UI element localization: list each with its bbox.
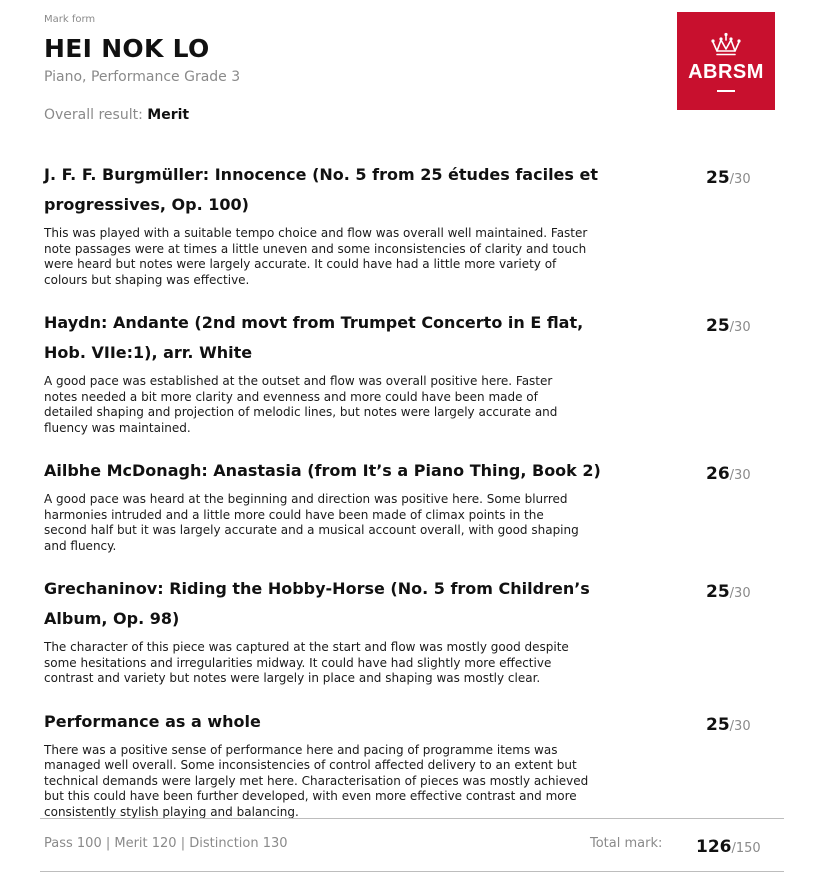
logo-rule <box>717 90 735 92</box>
form-label: Mark form <box>44 14 96 25</box>
item-mark <box>706 315 751 339</box>
mark-item-piece-2 <box>44 308 784 436</box>
mark-footer <box>44 835 784 859</box>
total-mark-value: 126 <box>696 837 732 857</box>
mark-item-piece-1 <box>44 160 784 288</box>
overall-result-value: Merit <box>147 107 190 123</box>
footer-divider-top <box>40 818 784 819</box>
item-mark-value: 26 <box>706 464 730 484</box>
total-mark <box>696 836 761 860</box>
mark-items <box>44 160 784 840</box>
item-mark-value: 25 <box>706 168 730 188</box>
item-mark-value: 25 <box>706 316 730 336</box>
mark-item-piece-4 <box>44 574 784 687</box>
item-mark-value: 25 <box>706 582 730 602</box>
mark-form-header <box>44 14 604 124</box>
mark-item-piece-3 <box>44 456 784 554</box>
item-title: Ailbhe McDonagh: Anastasia (from It’s a Piano Thing, Book 2) <box>44 461 601 480</box>
item-mark-max: /30 <box>729 468 751 483</box>
item-title: Haydn: Andante (2nd movt from Trumpet Concerto in E flat, Hob. VIIe:1), arr. White <box>44 313 584 362</box>
total-mark-max: /150 <box>731 841 761 856</box>
overall-result-label: Overall result: <box>44 107 143 123</box>
item-comment: A good pace was established at the outset and flow was overall positive here. Faster notes needed a bit more clarity and evenness and more could have been made of detailed shaping and projection of melodic lines, but notes were largely accurate and fluency was maintained. <box>44 374 558 435</box>
item-comment: The character of this piece was captured at the start and flow was mostly good despite some hesitations and irregularities midway. It could have had slightly more effective contrast and variety but notes were largely in place and shaping was mostly clear. <box>44 640 569 685</box>
candidate-name: HEI NOK LO <box>44 34 210 63</box>
item-mark-max: /30 <box>729 586 751 601</box>
item-title: J. F. F. Burgmüller: Innocence (No. 5 from 25 études faciles et progressives, Op. 100) <box>44 165 598 214</box>
item-mark-max: /30 <box>729 718 751 734</box>
item-mark-max: /30 <box>729 320 751 335</box>
crown-icon <box>710 32 742 58</box>
total-mark-label: Total mark: <box>590 836 663 851</box>
item-title: Grechaninov: Riding the Hobby-Horse (No. 5 from Children’s Album, Op. 98) <box>44 579 590 628</box>
logo-text: ABRSM <box>688 61 764 83</box>
item-comment: There was a positive sense of performance here and pacing of programme items was managed well overall. Some inconsistencies of control affected delivery to an extent but technical demands were largely met here. Characterisation of pieces was mostly achieved but this could have been further developed, with even more effective contrast and more consistently stylish playing and balancing. <box>44 742 589 819</box>
item-comment: This was played with a suitable tempo choice and flow was overall well maintained. Faster note passages were at times a little uneven and some inconsistencies of clarity and touch were heard but notes were largely accurate. It could have had a little more variety of colours but shaping was effective. <box>44 226 588 287</box>
overall-result <box>44 106 604 124</box>
mark-item-performance <box>44 707 784 821</box>
footer-divider-bottom <box>40 871 784 872</box>
item-mark <box>706 581 751 605</box>
item-mark <box>706 463 751 487</box>
item-comment: A good pace was heard at the beginning and direction was positive here. Some blurred harmonies intruded and a little more could have been made of climax points in the second half but it was largely accurate and a musical account overall, with good shaping and fluency. <box>44 492 579 553</box>
item-title: Performance as a whole <box>44 711 261 731</box>
abrsm-logo <box>677 12 775 110</box>
item-mark <box>706 167 751 191</box>
exam-subject: Piano, Performance Grade 3 <box>44 69 241 85</box>
item-mark-value: 25 <box>706 714 730 735</box>
item-mark-max: /30 <box>729 172 751 187</box>
item-mark <box>706 714 751 738</box>
grade-thresholds: Pass 100 | Merit 120 | Distinction 130 <box>44 836 288 851</box>
